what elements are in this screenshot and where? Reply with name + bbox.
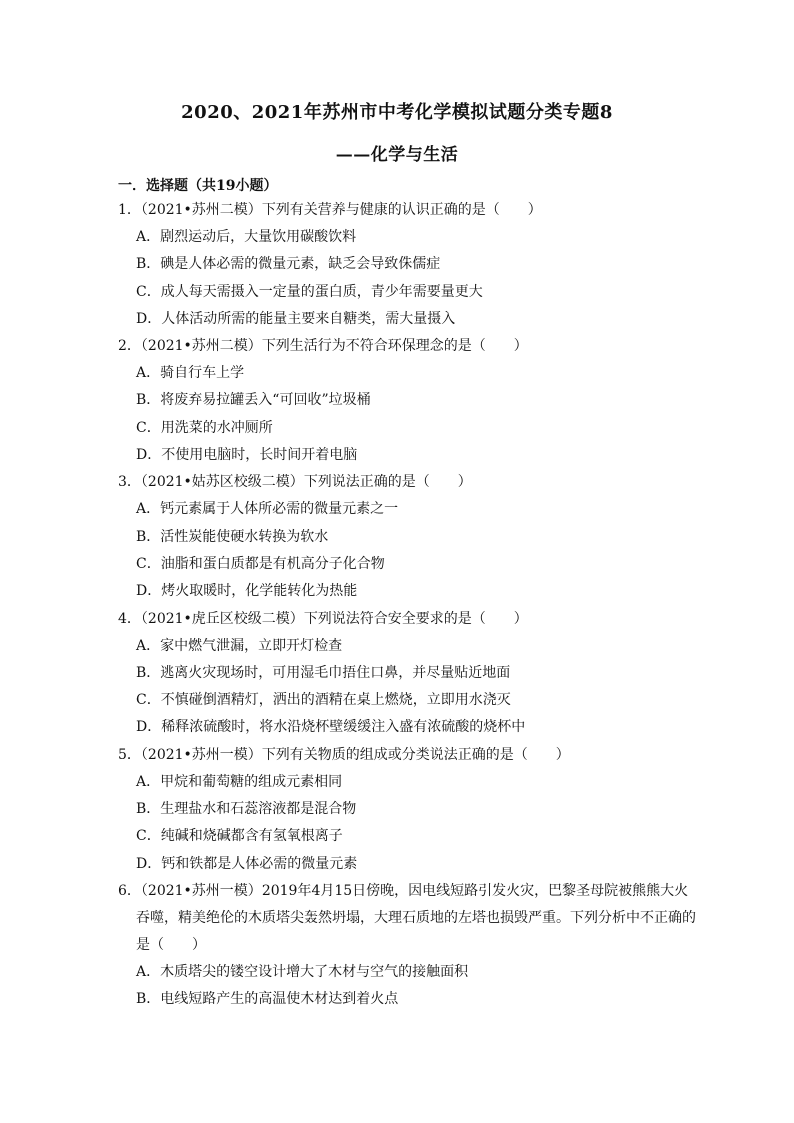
option-text: 剧烈运动后，大量饮用碳酸饮料	[160, 229, 357, 245]
option-text: 不使用电脑时，长时间开着电脑	[161, 447, 358, 464]
option	[118, 279, 698, 306]
option-text: 电线短路产生的高温使木材达到着火点	[160, 991, 399, 1008]
option	[118, 660, 698, 687]
option-text: 用洗菜的水冲厕所	[160, 419, 273, 436]
option-letter: C．	[136, 283, 161, 300]
option-letter: D．	[136, 447, 162, 464]
question-number: 2．	[118, 338, 141, 355]
option-letter: B．	[136, 801, 161, 818]
option	[118, 714, 698, 741]
option	[118, 524, 698, 551]
question-source: （2021•苏州二模）	[140, 338, 262, 355]
option	[118, 306, 698, 333]
option-letter: A．	[136, 501, 161, 518]
question-5	[118, 742, 698, 878]
option-letter: D．	[136, 855, 162, 872]
option-letter: B．	[136, 256, 161, 273]
option-letter: A．	[136, 637, 161, 654]
question-text: 下列有关物质的组成或分类说法正确的是（ ）	[261, 746, 570, 763]
option-letter: D．	[136, 583, 162, 600]
question-source: （2021•苏州一模）	[140, 746, 262, 763]
option-letter: A．	[136, 773, 161, 790]
question-source: （2021•姑苏区校级二模）	[140, 474, 304, 491]
option	[118, 687, 698, 714]
option-letter: D．	[136, 310, 162, 327]
option	[118, 633, 698, 660]
question-number: 3．	[118, 474, 141, 491]
option-text: 骑自行车上学	[160, 365, 245, 382]
option-text: 稀释浓硫酸时，将水沿烧杯壁缓缓注入盛有浓硫酸的烧杯中	[161, 719, 526, 736]
option-letter: A．	[136, 963, 161, 980]
page-title: 2020、2021年苏州市中考化学模拟试题分类专题8	[181, 102, 613, 123]
option-text: 不慎碰倒酒精灯，洒出的酒精在桌上燃烧，立即用水浇灭	[160, 692, 511, 709]
option-text: 烤火取暖时，化学能转化为热能	[161, 583, 358, 600]
option-text: 钙和铁都是人体必需的微量元素	[161, 855, 358, 872]
option	[118, 959, 698, 986]
option-text: 成人每天需摄入一定量的蛋白质，青少年需要量更大	[160, 283, 483, 300]
option	[118, 823, 698, 850]
question-source: （2021•苏州二模）	[140, 202, 262, 218]
option-text: 人体活动所需的能量主要来自糖类，需大量摄入	[161, 310, 456, 327]
question-text: 下列说法正确的是（ ）	[303, 474, 472, 491]
option-text: 钙元素属于人体所必需的微量元素之一	[160, 501, 399, 518]
question-stem	[118, 742, 698, 769]
option	[118, 551, 698, 578]
option-text: 碘是人体必需的微量元素，缺乏会导致侏儒症	[160, 256, 441, 273]
question-source: （2021•苏州一模）	[140, 882, 262, 899]
option-letter: C．	[136, 419, 161, 436]
option-text: 活性炭能使硬水转换为软水	[160, 528, 329, 545]
option-letter: B．	[136, 991, 161, 1008]
option-letter: C．	[136, 692, 161, 709]
option-letter: A．	[136, 365, 161, 382]
option-letter: B．	[136, 392, 161, 409]
question-6	[118, 878, 698, 1014]
option-letter: C．	[136, 828, 161, 845]
option-text: 纯碱和烧碱都含有氢氧根离子	[160, 828, 343, 845]
question-stem	[118, 469, 698, 496]
option	[118, 769, 698, 796]
question-stem	[118, 606, 698, 633]
question-text: 下列生活行为不符合环保理念的是（ ）	[261, 338, 528, 355]
option-letter: D．	[136, 719, 162, 736]
option-text: 油脂和蛋白质都是有机高分子化合物	[160, 555, 385, 572]
option	[118, 578, 698, 605]
option-text: 木质塔尖的镂空设计增大了木材与空气的接触面积	[160, 963, 469, 980]
section-heading: 一．选择题（共19小题）	[118, 178, 278, 194]
question-source: （2021•虎丘区校级二模）	[140, 610, 304, 627]
question-3	[118, 469, 698, 605]
question-number: 1．	[118, 202, 141, 218]
option-letter: C．	[136, 555, 161, 572]
option-text: 生理盐水和石蕊溶液都是混合物	[160, 801, 357, 818]
option	[118, 986, 698, 1013]
question-1	[118, 197, 698, 333]
question-number: 4．	[118, 610, 141, 627]
option-text: 将废弃易拉罐丢入“可回收”垃圾桶	[160, 392, 371, 409]
question-stem	[118, 197, 698, 224]
option-letter: B．	[136, 528, 161, 545]
question-2	[118, 333, 698, 469]
option-text: 家中燃气泄漏，立即开灯检查	[160, 637, 343, 654]
option	[118, 851, 698, 878]
option-text: 逃离火灾现场时，可用湿毛巾捂住口鼻，并尽量贴近地面	[160, 664, 511, 681]
option	[118, 496, 698, 523]
option	[118, 224, 698, 251]
question-text: 下列有关营养与健康的认识正确的是（ ）	[261, 202, 542, 218]
option-text: 甲烷和葡萄糖的组成元素相同	[160, 773, 343, 790]
option	[118, 360, 698, 387]
question-list	[118, 197, 698, 1014]
question-text: 下列说法符合安全要求的是（ ）	[303, 610, 528, 627]
option-letter: B．	[136, 664, 161, 681]
question-4	[118, 606, 698, 742]
option	[118, 251, 698, 278]
question-text: 2019年4月15日傍晚，因电线短路引发火灾，巴黎圣母院被熊熊大火吞噬，精美绝伦的木质塔尖轰然坍塌，大理石质地的左塔也损毁严重。下列分析中不正确的是（ ）	[136, 882, 696, 953]
option	[118, 442, 698, 469]
question-stem	[118, 333, 698, 360]
option	[118, 415, 698, 442]
question-stem	[118, 878, 696, 959]
option-letter: A．	[136, 229, 161, 245]
question-number: 5．	[118, 746, 141, 763]
option	[118, 387, 698, 414]
page-subtitle: ——化学与生活	[335, 145, 459, 165]
question-number: 6．	[118, 882, 141, 899]
option	[118, 796, 698, 823]
